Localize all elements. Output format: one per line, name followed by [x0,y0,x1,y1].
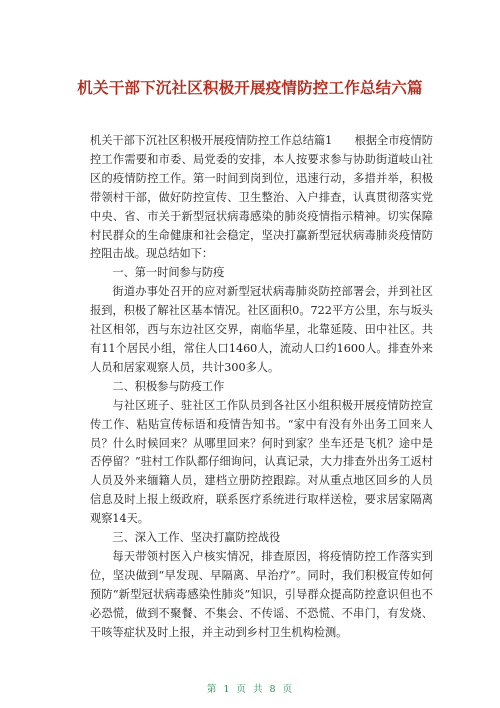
section-heading-2: 二、积极参与防疫工作 [112,379,225,393]
footer-page-prefix: 第 [206,684,218,695]
section-2-paragraph: 与社区班子、驻社区工作队员到各社区小组积极开展疫情防控宣传工作、粘贴宣传标语和疫情告知书。“家中有没有外出务工回来人员？什么时候回来？从哪里回来？何时到家？坐车还是飞机？途中是否停留？”驻村工作队都仔细询问，认真记录，大力排查外出务工返村人员及外来缅籍人员，建档立册防控跟踪。对从重点地区回乡的人员信息及时上报上级政府，联系医疗系统进行取样送检，要求居家隔离观察14天。 [90,398,433,526]
footer-page-suffix: 页 [282,684,294,695]
section-3-paragraph: 每天带领村医入户核实情况，排查原因，将疫情防控工作落实到位，坚决做到“早发现、早隔离、早治疗”。同时，我们积极宣传如何预防“新型冠状病毒感染性肺炎”知识，引导群众提高防控意识但也不必恐慌，做到不聚餐、不集会、不传谣、不恐慌、不串门，有发烧、干咳等症状及时上报，并主动到乡村卫生机构检测。 [90,549,433,639]
footer-total-label: 共 [253,684,264,695]
intro-paragraph: 机关干部下沉社区积极开展疫情防控工作总结篇1 根据全市疫情防控工作需要和市委、局党委的安排，本人按要求参与协助街道岐山社区的疫情防控工作。第一时间到岗到位，迅速行动，多措并举，积极带领村干部，做好防控宣传、卫生整治、入户排查，认真贯彻落实党中央、省、市关于新型冠状病毒感染的肺炎疫情指示精神。切实保障村民群众的生命健康和社会稳定，坚决打赢新型冠状病毒肺炎疫情防控阻击战。现总结如下： [90,134,433,261]
section-heading-1: 一、第一时间参与防疫 [112,266,225,280]
footer-page-mid: 页 [236,684,247,695]
footer-total-pages: 8 [269,684,277,695]
footer-current-page: 1 [223,684,231,695]
document-body [90,132,433,642]
page-footer [0,681,500,695]
section-heading-3: 三、深入工作、坚决打赢防控战役 [112,531,281,545]
section-1-paragraph: 街道办事处召开的应对新型冠状病毒肺炎防控部署会，并到社区报到，积极了解社区基本情况。社区面积0。722平方公里，东与坂头社区相邻，西与东边社区交界，南临华星，北靠延陵、田中社区。共有11个居民小组，常住人口1460人，流动人口约1600人。排查外来人员和居家观察人员，共计300多人。 [90,285,433,374]
document-title: 机关干部下沉社区积极开展疫情防控工作总结六篇 [77,79,423,97]
